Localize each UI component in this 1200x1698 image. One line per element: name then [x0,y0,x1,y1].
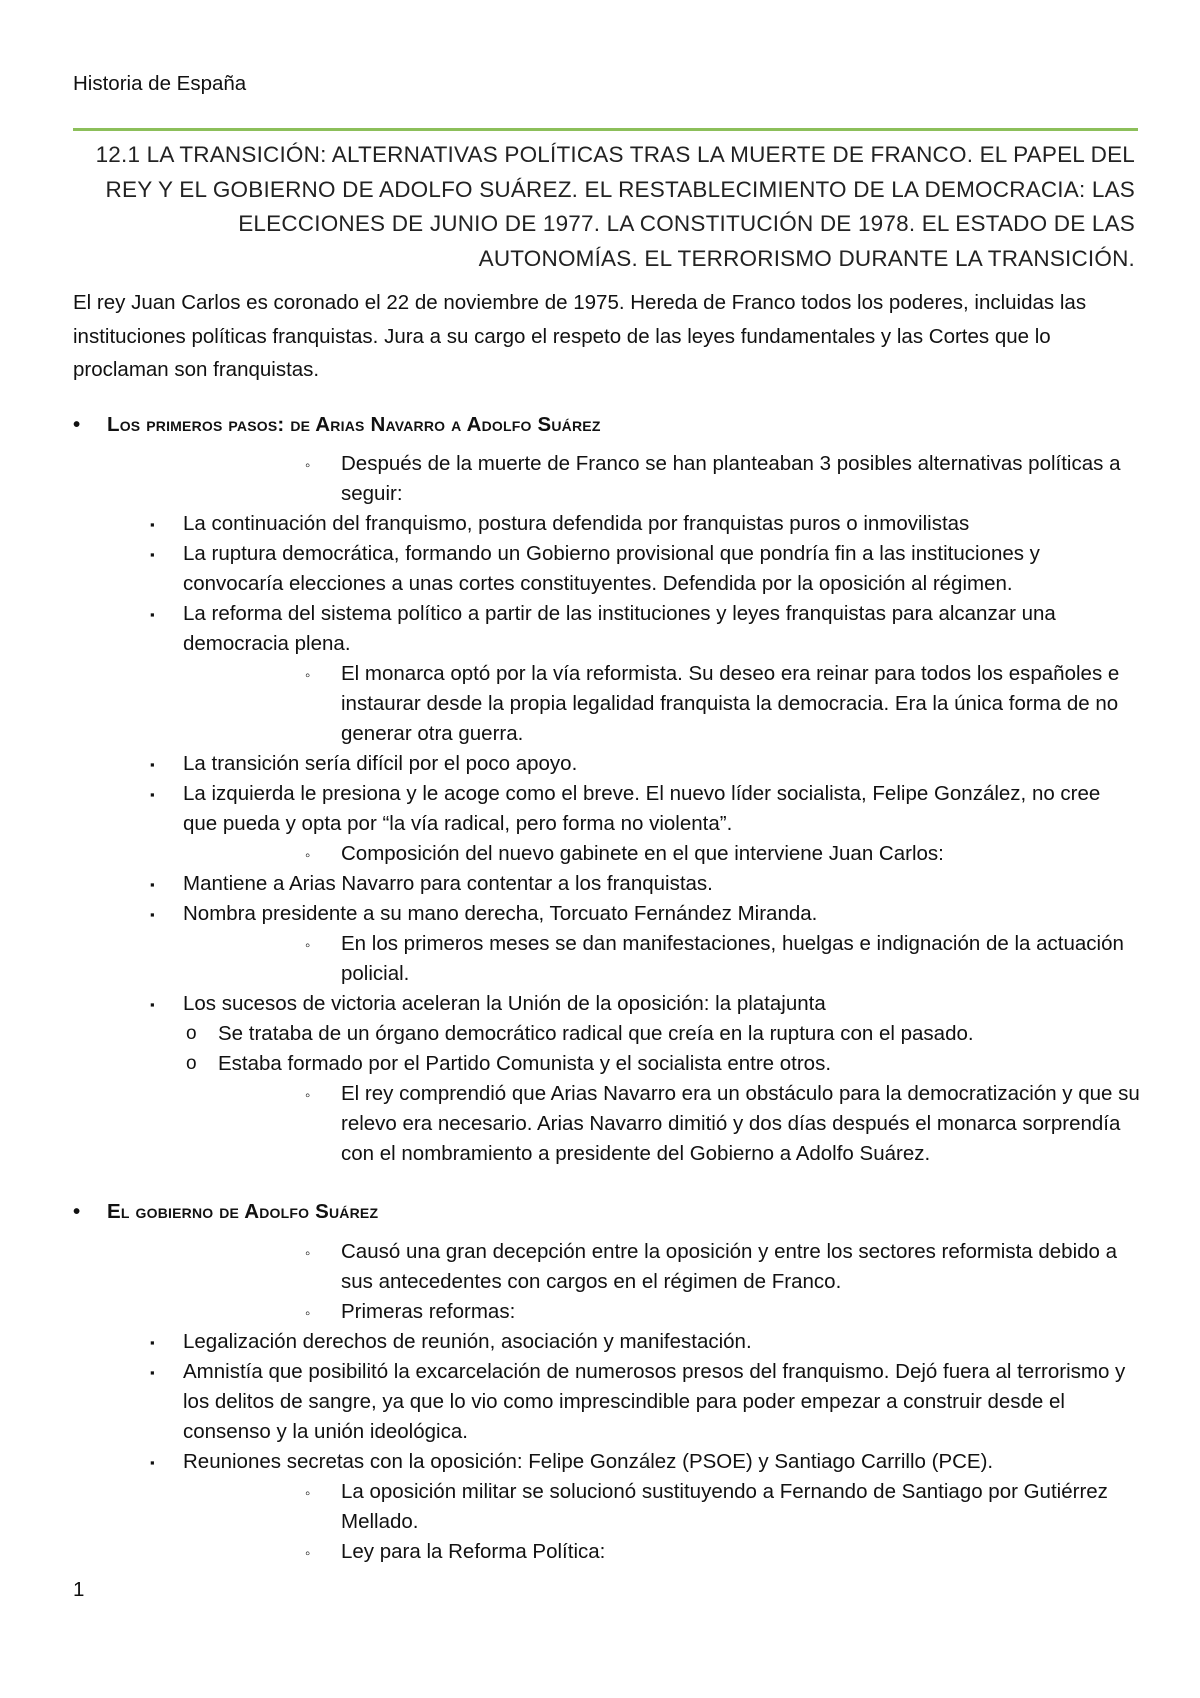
list-item [150,989,1133,1019]
list-item [305,1237,1131,1297]
list-item [305,1297,1131,1327]
header-rule [73,128,1138,131]
circle-marker: ◦ [305,457,311,474]
circle-marker: ◦ [305,847,311,864]
list-item [150,599,1143,659]
title-line: REY Y EL GOBIERNO DE ADOLFO SUÁREZ. EL RESTABLECIMIENTO DE LA DEMOCRACIA: LAS [105,176,1135,202]
item-text: La izquierda le presiona y le acoge como el breve. El nuevo líder socialista, Felipe González, no cree que pueda y opta por “la vía radical, pero forma no violenta”. [183,782,1101,835]
circle-marker: ◦ [305,1305,311,1322]
list-item [305,1537,1131,1567]
item-text: Legalización derechos de reunión, asociación y manifestación. [183,1330,752,1353]
section-bullet: • [73,413,81,436]
item-text: El rey comprendió que Arias Navarro era un obstáculo para la democratización y que su relevo era necesario. Arias Navarro dimitió y dos días después el monarca sorprendía con el nombramiento a presidente del Gobierno a Adolfo Suárez. [341,1082,1140,1165]
item-text: Se trataba de un órgano democrático radical que creía en la ruptura con el pasado. [218,1022,974,1045]
square-marker: ▪ [150,607,155,622]
item-text: Causó una gran decepción entre la oposición y entre los sectores reformista debido a sus antecedentes con cargos en el régimen de Franco. [341,1240,1118,1293]
list-item [305,659,1136,749]
square-marker: ▪ [150,517,155,532]
square-marker: ▪ [150,997,155,1012]
square-marker: ▪ [150,877,155,892]
list-item [305,839,1131,869]
square-marker: ▪ [150,1335,155,1350]
list-item [150,1447,1143,1477]
title-line: 12.1 LA TRANSICIÓN: ALTERNATIVAS POLÍTICAS TRAS LA MUERTE DE FRANCO. EL PAPEL DEL [95,142,1135,167]
circle-marker: ◦ [305,1245,311,1262]
circle-marker: ◦ [305,667,311,684]
list-item [186,1019,1133,1049]
list-item [150,1327,1133,1357]
section-heading [73,413,601,437]
intro-paragraph: El rey Juan Carlos es coronado el 22 de noviembre de 1975. Hereda de Franco todos los poderes, incluidas las instituciones políticas franquistas. Jura a su cargo el respeto de las leyes fundamentales y las Cortes que lo proclaman son franquistas. [73,291,1087,381]
list-item [305,449,1131,509]
item-text: La transición sería difícil por el poco apoyo. [183,752,578,775]
section-heading-text: El gobierno de Adolfo Suárez [107,1200,379,1223]
list-item [150,779,1133,839]
circle-marker: o [186,1053,197,1074]
item-text: La reforma del sistema político a partir de las instituciones y leyes franquistas para alcanzar una democracia plena. [183,602,1056,655]
square-marker: ▪ [150,757,155,772]
item-text: Composición del nuevo gabinete en el que interviene Juan Carlos: [341,842,944,865]
list-item [186,1049,1133,1079]
item-text: Ley para la Reforma Política: [341,1540,606,1563]
circle-marker: ◦ [305,937,311,954]
page-number: 1 [73,1578,85,1601]
list-item [150,1357,1143,1447]
section-heading [73,1200,378,1224]
item-text: En los primeros meses se dan manifestaciones, huelgas e indignación de la actuación policial. [341,932,1124,985]
list-item [150,539,1143,599]
list-item [305,1477,1131,1537]
item-text: Mantiene a Arias Navarro para contentar a los franquistas. [183,872,713,895]
item-text: La ruptura democrática, formando un Gobierno provisional que pondría fin a las instituciones y convocaría elecciones a unas cortes constituyentes. Defendida por la oposición al régimen. [183,542,1040,595]
square-marker: ▪ [150,1365,155,1380]
section-heading-text: Los primeros pasos: de Arias Navarro a Adolfo Suárez [107,413,601,436]
title-line: AUTONOMÍAS. EL TERRORISMO DURANTE LA TRANSICIÓN. [478,245,1135,271]
square-marker: ▪ [150,787,155,802]
item-text: El monarca optó por la vía reformista. Su deseo era reinar para todos los españoles e instaurar desde la propia legalidad franquista la democracia. Era la única forma de no generar otra guerra. [341,662,1120,745]
list-item [305,929,1131,989]
section-bullet: • [73,1200,81,1223]
item-text: Nombra presidente a su mano derecha, Torcuato Fernández Miranda. [183,902,818,925]
circle-marker: ◦ [305,1545,311,1562]
item-text: Estaba formado por el Partido Comunista y el socialista entre otros. [218,1052,832,1075]
list-item [150,509,1133,539]
list-item [305,1079,1141,1169]
item-text: Después de la muerte de Franco se han planteaban 3 posibles alternativas políticas a seguir: [341,452,1121,505]
circle-marker: o [186,1023,197,1044]
item-text: La oposición militar se solucionó sustituyendo a Fernando de Santiago por Gutiérrez Mellado. [341,1480,1108,1533]
square-marker: ▪ [150,547,155,562]
list-item [150,869,1133,899]
page-header: Historia de España [73,72,247,95]
list-item [150,899,1133,929]
circle-marker: ◦ [305,1087,311,1104]
item-text: La continuación del franquismo, postura defendida por franquistas puros o inmovilistas [183,512,970,535]
item-text: Amnistía que posibilitó la excarcelación de numerosos presos del franquismo. Dejó fuera al terrorismo y los delitos de sangre, ya que lo vio como imprescindible para poder empezar a construir desde el consenso y la unión ideológica. [183,1360,1126,1443]
square-marker: ▪ [150,1455,155,1470]
item-text: Reuniones secretas con la oposición: Felipe González (PSOE) y Santiago Carrillo (PCE). [183,1450,994,1473]
item-text: Primeras reformas: [341,1300,516,1323]
circle-marker: ◦ [305,1485,311,1502]
title-line: ELECCIONES DE JUNIO DE 1977. LA CONSTITUCIÓN DE 1978. EL ESTADO DE LAS [238,211,1135,236]
list-item [150,749,1133,779]
item-text: Los sucesos de victoria aceleran la Unión de la oposición: la platajunta [183,992,826,1015]
document-title [73,138,1135,276]
square-marker: ▪ [150,907,155,922]
